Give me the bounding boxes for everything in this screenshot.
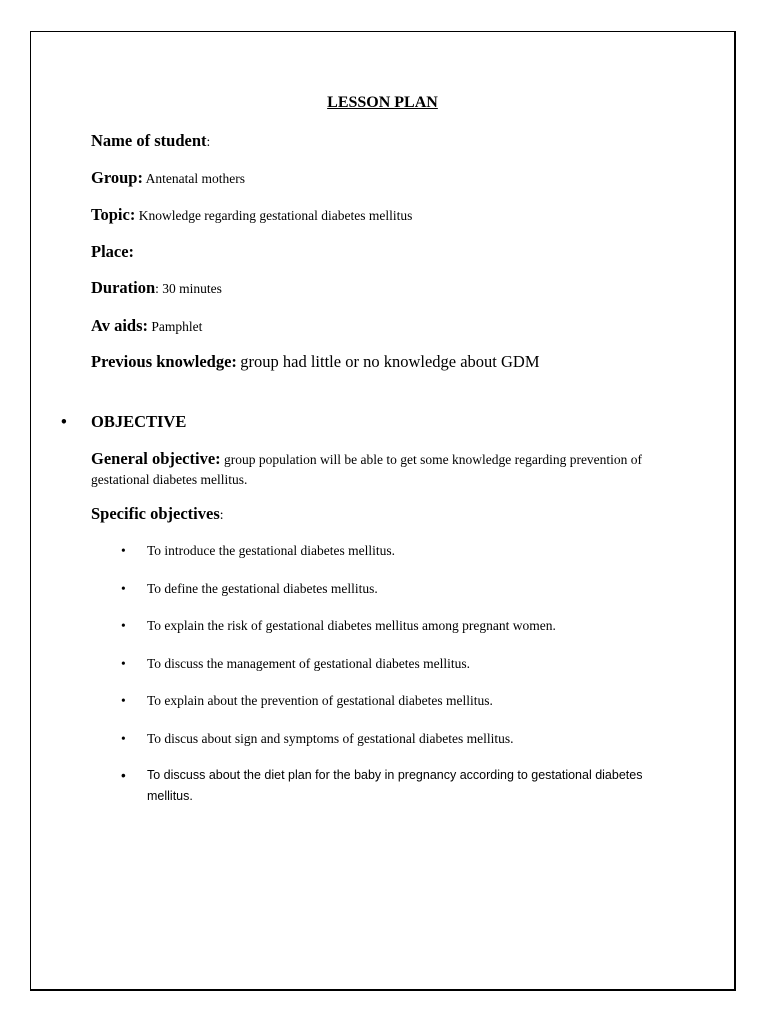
document-title: LESSON PLAN [327, 94, 438, 111]
duration-label: Duration [91, 278, 156, 297]
field-topic [91, 205, 412, 225]
bullet-icon: • [121, 768, 126, 783]
bullet-icon: • [121, 693, 126, 708]
general-objective [91, 449, 681, 490]
list-item [121, 578, 681, 599]
previous-knowledge-label: Previous knowledge: [91, 352, 237, 371]
av-aids-value: Pamphlet [151, 319, 203, 334]
field-group [91, 168, 245, 188]
bullet-icon: • [121, 580, 126, 596]
list-item [121, 690, 681, 711]
group-value: Antenatal mothers [145, 171, 245, 186]
general-objective-text: group population will be able to get some knowledge regarding prevention of gestational diabetes mellitus. [91, 452, 643, 487]
list-item-text: To discuss about the diet plan for the baby in pregnancy according to gestational diabetes mellitus. [147, 768, 643, 803]
list-item [121, 728, 681, 749]
objective-heading-text: OBJECTIVE [91, 412, 187, 431]
bullet-icon: • [121, 730, 126, 746]
field-previous-knowledge [91, 352, 540, 372]
list-item [121, 653, 681, 674]
name-of-student-suffix: : [206, 134, 211, 149]
document-page [30, 31, 736, 991]
objective-heading [61, 412, 186, 432]
general-objective-label: General objective: [91, 449, 221, 468]
list-item [121, 765, 681, 807]
bullet-icon: • [121, 543, 126, 558]
field-name-of-student [91, 131, 210, 151]
field-av-aids [91, 316, 202, 336]
topic-value: Knowledge regarding gestational diabetes mellitus [138, 208, 413, 223]
field-place [91, 242, 134, 262]
field-duration [91, 278, 222, 298]
list-item-text: To discus about sign and symptoms of gestational diabetes mellitus. [147, 730, 514, 746]
place-label: Place: [91, 242, 135, 261]
list-item-text: To discuss the management of gestational diabetes mellitus. [147, 655, 470, 671]
specific-objectives-heading [91, 504, 224, 524]
name-of-student-label: Name of student [91, 131, 207, 150]
bullet-icon: • [61, 412, 67, 431]
bullet-icon: • [121, 655, 126, 671]
bullet-icon: • [121, 618, 126, 633]
specific-objectives-label: Specific objectives [91, 504, 220, 523]
list-item-text: To introduce the gestational diabetes mellitus. [147, 543, 395, 558]
av-aids-label: Av aids: [91, 316, 148, 335]
specific-objectives-suffix: : [219, 507, 224, 522]
topic-label: Topic: [91, 205, 136, 224]
list-item-text: To explain the risk of gestational diabetes mellitus among pregnant women. [147, 618, 556, 633]
list-item [121, 615, 681, 636]
duration-value: : 30 minutes [155, 281, 222, 296]
specific-objectives-list [121, 540, 681, 824]
previous-knowledge-value: group had little or no knowledge about GDM [240, 352, 540, 371]
group-label: Group: [91, 168, 143, 187]
list-item-text: To define the gestational diabetes mellitus. [147, 580, 378, 596]
list-item [121, 540, 681, 561]
list-item-text: To explain about the prevention of gestational diabetes mellitus. [147, 693, 493, 708]
